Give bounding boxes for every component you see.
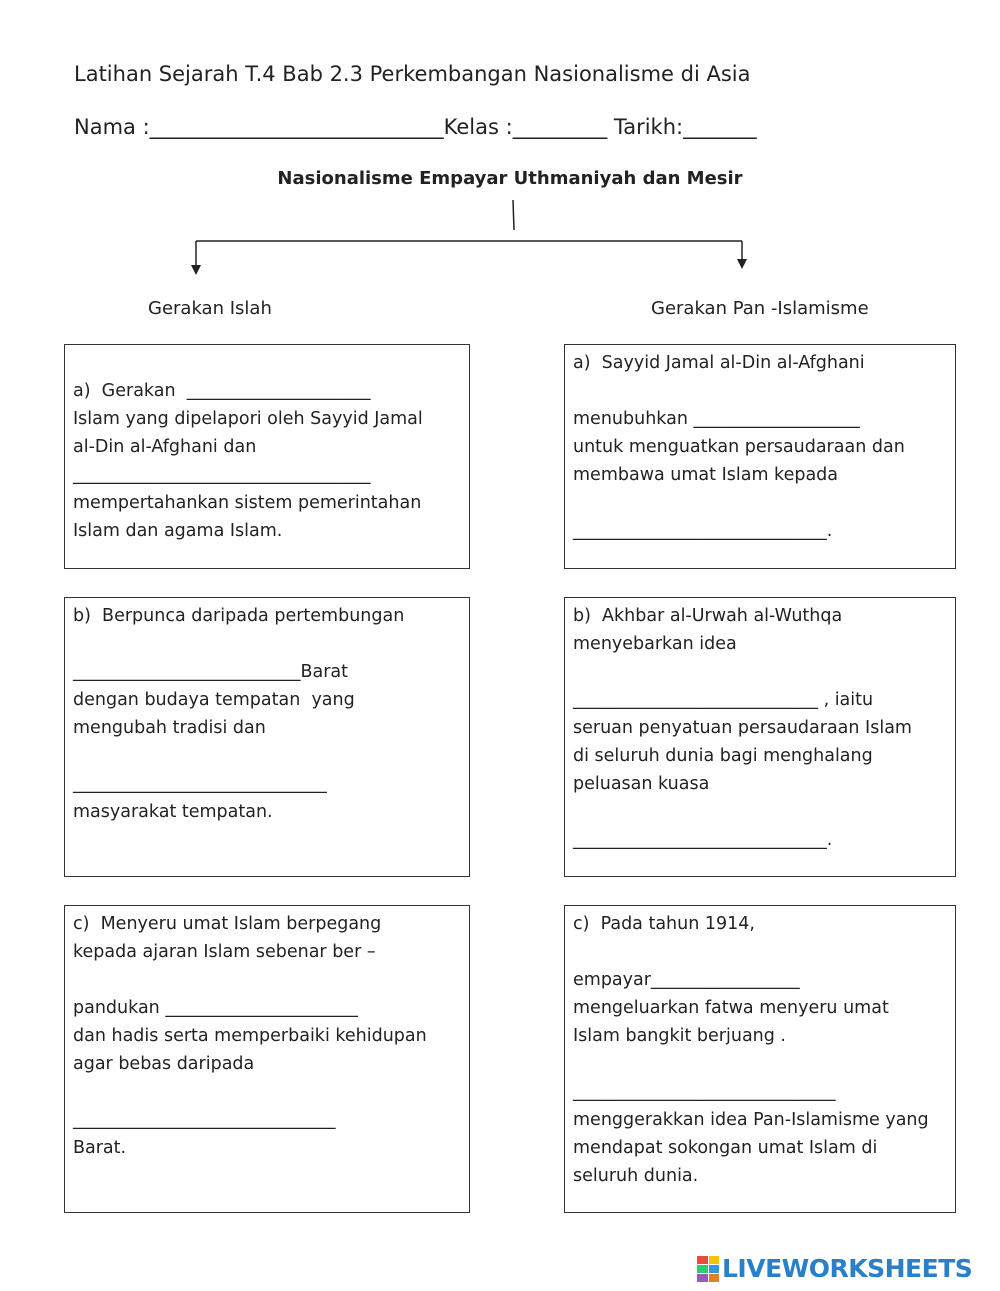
box-text-line [573, 377, 947, 405]
box-text-line [573, 798, 947, 826]
box-text-line: agar bebas daripada [73, 1054, 255, 1074]
fill-in-blank-line: _____________________________. [573, 521, 833, 541]
box-text-line: c) Pada tahun 1914, [573, 914, 755, 934]
box-text-line: untuk menguatkan persaudaraan dan [573, 437, 905, 457]
box-text-line [573, 938, 947, 966]
logo-cube-cell [697, 1256, 708, 1264]
box-text-line [573, 658, 947, 686]
box-text-line [73, 630, 461, 658]
pan-islamisme-box-c [564, 905, 956, 1213]
box-text-line: a) Sayyid Jamal al-Din al-Afghani [573, 353, 865, 373]
logo-cube-cell [697, 1274, 708, 1282]
branch-connector [0, 0, 1000, 290]
logo-cube-cell [709, 1256, 720, 1264]
box-text-line: dan hadis serta memperbaiki kehidupan [73, 1026, 427, 1046]
box-text-line [73, 349, 461, 377]
box-text-line: Islam dan agama Islam. [73, 521, 283, 541]
student-info-line: Nama :____________________________Kelas :_________ Tarikh:_______ [74, 115, 757, 139]
box-text-line [573, 489, 947, 517]
box-text-line [73, 742, 461, 770]
pan-islamisme-box-a [564, 344, 956, 569]
box-text-line: b) Berpunca daripada pertembungan [73, 606, 405, 626]
box-text-line: Barat. [73, 1138, 127, 1158]
fill-in-blank-line: _____________________________ [73, 774, 327, 794]
fill-in-blank-line: ______________________________ [73, 1110, 336, 1130]
fill-in-blank-line: __________________________________ [73, 465, 371, 485]
fill-in-blank-line: ____________________________ , iaitu [573, 690, 874, 710]
logo-cube-cell [697, 1265, 708, 1273]
box-text-line: masyarakat tempatan. [73, 802, 273, 822]
logo-cube-icon [697, 1256, 719, 1282]
diagram-title: Nasionalisme Empayar Uthmaniyah dan Mesir [277, 168, 743, 189]
box-text-line [73, 1078, 461, 1106]
branch-label-pan-islamisme: Gerakan Pan -Islamisme [651, 298, 869, 319]
box-text-line: mempertahankan sistem pemerintahan [73, 493, 422, 513]
fill-in-blank-line: ______________________________ [573, 1082, 836, 1102]
box-text-line [573, 1050, 947, 1078]
box-text-line: mendapat sokongan umat Islam di [573, 1138, 878, 1158]
box-text-line: peluasan kuasa [573, 774, 710, 794]
islah-box-a [64, 344, 470, 569]
liveworksheets-logo [697, 1254, 972, 1283]
fill-in-blank-line: a) Gerakan _____________________ [73, 381, 371, 401]
box-text-line: menyebarkan idea [573, 634, 737, 654]
fill-in-blank-line: pandukan ______________________ [73, 998, 358, 1018]
box-text-line: Islam bangkit berjuang . [573, 1026, 786, 1046]
box-text-line: b) Akhbar al-Urwah al-Wuthqa [573, 606, 843, 626]
box-text-line: kepada ajaran Islam sebenar ber – [73, 942, 376, 962]
fill-in-blank-line: _____________________________. [573, 830, 833, 850]
box-text-line: seruan penyatuan persaudaraan Islam [573, 718, 912, 738]
box-text-line: al-Din al-Afghani dan [73, 437, 257, 457]
box-text-line: dengan budaya tempatan yang [73, 690, 355, 710]
fill-in-blank-line: empayar_________________ [573, 970, 800, 990]
worksheet-title: Latihan Sejarah T.4 Bab 2.3 Perkembangan Nasionalisme di Asia [74, 62, 751, 86]
box-text-line: menggerakkan idea Pan-Islamisme yang [573, 1110, 929, 1130]
box-text-line: mengeluarkan fatwa menyeru umat [573, 998, 889, 1018]
box-text-line: c) Menyeru umat Islam berpegang [73, 914, 382, 934]
pan-islamisme-box-b [564, 597, 956, 877]
box-text-line [73, 966, 461, 994]
box-text-line: mengubah tradisi dan [73, 718, 266, 738]
fill-in-blank-line: menubuhkan ___________________ [573, 409, 860, 429]
fill-in-blank-line: __________________________Barat [73, 662, 349, 682]
logo-cube-cell [709, 1274, 720, 1282]
logo-cube-cell [709, 1265, 720, 1273]
islah-box-c [64, 905, 470, 1213]
box-text-line: seluruh dunia. [573, 1166, 699, 1186]
box-text-line: membawa umat Islam kepada [573, 465, 838, 485]
islah-box-b [64, 597, 470, 877]
box-text-line: Islam yang dipelapori oleh Sayyid Jamal [73, 409, 423, 429]
box-text-line: di seluruh dunia bagi menghalang [573, 746, 873, 766]
logo-text: LIVEWORKSHEETS [722, 1254, 973, 1283]
branch-label-islah: Gerakan Islah [148, 298, 272, 319]
